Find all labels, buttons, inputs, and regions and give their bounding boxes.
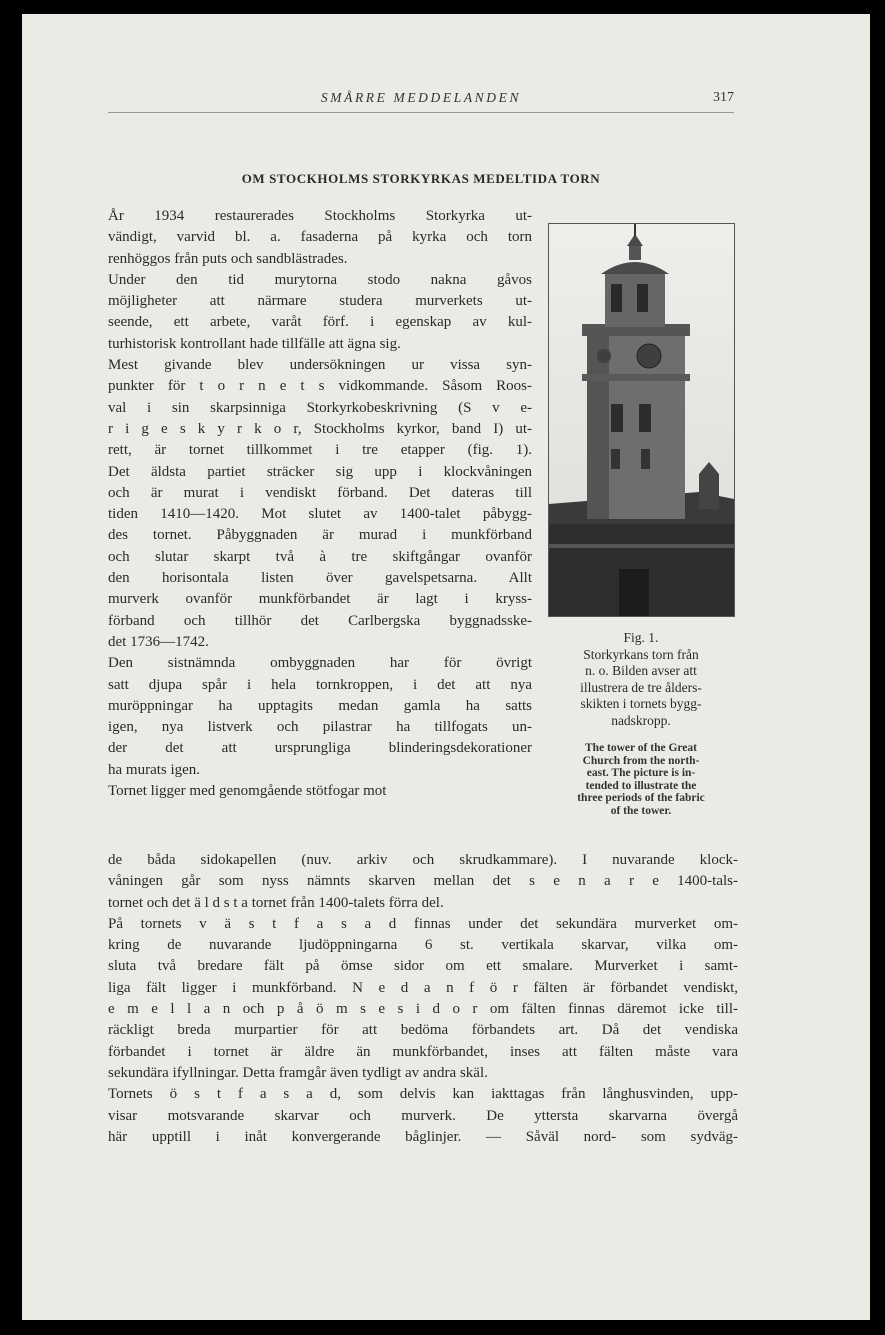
body-line: här upptill i inåt konvergerande båglinjer. — Såväl nord- som sydväg- [108, 1128, 738, 1145]
body-line: den horisontala listen över gavelspetsarna. Allt [108, 570, 532, 587]
body-line: turhistorisk kontrollant hade tillfälle att ägna sig. [108, 335, 401, 352]
caption-line: Storkyrkans torn från [583, 646, 699, 662]
figure-caption-english [544, 742, 738, 818]
body-line: Det äldsta partiet sträcker sig upp i klockvåningen [108, 463, 532, 480]
body-line: r i g e s k y r k o r, Stockholms kyrkor, band I) ut- [108, 420, 532, 437]
narrow-text-column [108, 206, 532, 802]
body-line: och slutar skarpt två à tre skiftgångar ovanför [108, 548, 532, 565]
header-rule [108, 112, 734, 113]
body-line: de båda sidokapellen (nuv. arkiv och skrudkammare). I nuvarande klock- [108, 852, 738, 868]
body-line: e m e l l a n och p å ö m s e s i d o r om fälten finnas däremot icke till- [108, 1001, 738, 1018]
body-line: sekundära ifyllningar. Detta framgår även tydligt av andra skäl. [108, 1064, 488, 1081]
running-header [108, 90, 734, 112]
body-line: På tornets v ä s t f a s a d finnas under det sekundära murverket om- [108, 915, 738, 932]
body-line: År 1934 restaurerades Stockholms Storkyrka ut- [108, 208, 532, 224]
body-line: förband och tillhör det Carlbergska byggnadsske- [108, 612, 532, 629]
caption-line: The tower of the Great [585, 742, 697, 754]
caption-line: skikten i tornets bygg- [580, 696, 702, 711]
caption-line: of the tower. [610, 804, 672, 817]
figure-label: Fig. 1. [623, 630, 659, 645]
body-line: vändigt, varvid bl. a. fasaderna på kyrka och torn [108, 229, 532, 246]
caption-line: east. The picture is in- [586, 767, 696, 780]
caption-line: tended to illustrate the [585, 779, 697, 792]
body-line: förbandet i tornet är äldre än munkförbandet, inses att fälten måste vara [108, 1043, 738, 1060]
body-line: Under den tid murytorna stodo nakna gåvos [108, 271, 532, 288]
body-line: des tornet. Påbyggnaden är murad i munkförband [108, 527, 532, 544]
body-line: sluta två bredare fält på ömse sidor om ett smalare. Murverket i samt- [108, 958, 738, 975]
caption-line: Church from the north- [582, 754, 700, 767]
body-line: Den sistnämnda ombyggnaden har för övrigt [108, 655, 532, 672]
body-line: Tornet ligger med genomgående stötfogar mot [108, 783, 387, 800]
body-line: der det att ursprungliga blinderingsdekorationer [108, 740, 532, 757]
page-number: 317 [713, 90, 734, 105]
body-line: muröppningar ha upptagits medan gamla ha satts [108, 697, 532, 714]
body-line: renhöggos från puts och sandblästrades. [108, 250, 348, 267]
book-page [22, 14, 870, 1320]
body-line: murverk ovanför munkförbandet är lagt i kryss- [108, 591, 532, 608]
body-line: våningen går som nyss nämnts skarven mellan det s e n a r e 1400-tals- [108, 873, 738, 890]
body-line: räckligt breda murpartier för att bedöma förbandets art. Då det vendiska [108, 1022, 738, 1039]
body-line: kring de nuvarande ljudöppningarna 6 st. vertikala skarvar, vilka om- [108, 937, 738, 954]
body-line: liga fält ligger i munkförband. N e d a n f ö r fälten är förbandet vendiskt, [108, 979, 738, 996]
caption-line: n. o. Bilden avser att [585, 663, 697, 678]
body-line: satt djupa spår i hela tornkroppen, i det att nya [108, 676, 532, 693]
body-line: möjligheter att närmare studera murverkets ut- [108, 293, 532, 310]
full-width-text [108, 850, 738, 1148]
body-line: och är murat i vendiskt förband. Det dateras till [108, 484, 532, 501]
caption-line: illustrera de tre ålders- [580, 679, 702, 695]
body-line: punkter för t o r n e t s vidkommande. Såsom Roos- [108, 378, 532, 395]
article-heading: OM STOCKHOLMS STORKYRKAS MEDELTIDA TORN [241, 171, 601, 186]
body-line: tiden 1410—1420. Mot slutet av 1400-talet påbygg- [108, 506, 532, 523]
body-line: Tornets ö s t f a s a d, som delvis kan iakttagas från långhusvinden, upp- [108, 1086, 738, 1103]
caption-line: nadskropp. [611, 712, 671, 728]
body-line: det 1736—1742. [108, 633, 209, 650]
body-line: seende, ett arbete, varåt förf. i egenskap av kul- [108, 314, 532, 331]
body-line: val i sin skarpsinniga Storkyrkobeskrivning (S v e- [108, 399, 532, 416]
tower-photograph [548, 223, 735, 617]
body-line: tornet och det ä l d s t a tornet från 1400-talets förra del. [108, 894, 444, 911]
caption-line: three periods of the fabric [577, 792, 705, 805]
body-line: igen, nya listverk och pilastrar ha tillfogats un- [108, 719, 532, 736]
running-title: SMÅRRE MEDDELANDEN [320, 90, 522, 105]
body-line: visar motsvarande skarvar och murverk. De yttersta skarvarna övergå [108, 1107, 738, 1124]
body-line: rett, är tornet tillkommet i tre etapper (fig. 1). [108, 442, 532, 459]
body-line: ha murats igen. [108, 761, 201, 778]
body-line: Mest givande blev undersökningen ur vissa syn- [108, 357, 532, 374]
figure-caption-swedish [544, 630, 738, 729]
